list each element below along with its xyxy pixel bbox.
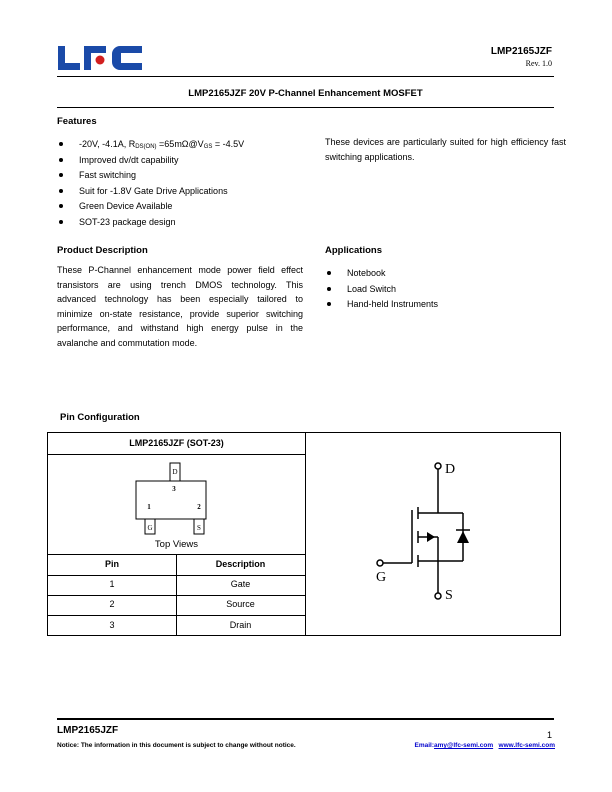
footer-rule (57, 718, 554, 720)
table-row-description: Source (226, 599, 255, 609)
top-views-caption: Top Views (154, 539, 199, 550)
header-revision: Rev. 1.0 (525, 59, 552, 68)
list-item: Load Switch (325, 282, 555, 298)
product-description-text: These P-Channel enhancement mode power field effect transistors are using trench DMOS technology. This advanced technology has been especially tailored to minimize on-state resistance, provide superior switching performance, and withstand high energy pulse in the avalanche and commutation mode. (57, 265, 303, 348)
list-item: Fast switching (57, 168, 307, 184)
table-row-pin: 1 (109, 579, 115, 589)
applications-heading: Applications (325, 245, 383, 256)
schematic-label-drain: D (445, 462, 456, 477)
package-title: LMP2165JZF (SOT-23) (129, 438, 224, 448)
package-label-s: S (197, 524, 201, 532)
list-item: SOT-23 package design (57, 215, 307, 231)
list-item: Hand-held Instruments (325, 297, 555, 313)
header-rule (57, 76, 554, 77)
footer-contact (415, 742, 556, 749)
header-part-number: LMP2165JZF (490, 46, 552, 57)
package-label-1: 1 (147, 503, 151, 511)
list-item: Notebook (325, 266, 555, 282)
lfc-logo (58, 44, 144, 72)
column-header-pin: Pin (104, 559, 119, 569)
package-label-3: 3 (172, 485, 176, 493)
email-label: Email: (414, 742, 435, 749)
features-list (57, 137, 307, 230)
table-row-description: Drain (229, 620, 252, 630)
list-item: -20V, -4.1A, $R_{DS(ON)}$ $=65m\Omega@V_{GS} = -4.5V$ (57, 137, 307, 153)
website-link[interactable]: www.lfc-semi.com (498, 742, 555, 749)
document-title: LMP2165JZF 20V P-Channel Enhancement MOSFET (188, 88, 423, 99)
package-label-d: D (172, 468, 178, 476)
table-row-pin: 3 (109, 620, 115, 630)
title-rule (57, 107, 554, 108)
pin-configuration-heading: Pin Configuration (60, 412, 140, 423)
list-item: Improved dv/dt capability (57, 153, 307, 169)
package-label-g: G (147, 524, 153, 532)
pin-configuration-table (47, 432, 561, 636)
package-label-2: 2 (197, 503, 201, 511)
applications-list (325, 266, 555, 313)
page-number: 1 (546, 730, 552, 740)
column-header-description: Description (215, 559, 266, 569)
features-note: These devices are particularly suited for high efficiency fast switching applications. (325, 137, 566, 162)
table-row-description: Gate (230, 579, 251, 589)
schematic-label-gate: G (376, 570, 387, 585)
schematic-label-source: S (445, 588, 453, 603)
table-row-pin: 2 (109, 599, 115, 609)
footer-part-number: LMP2165JZF (57, 725, 119, 736)
product-description-heading: Product Description (57, 245, 148, 256)
features-heading: Features (57, 116, 97, 127)
email-link[interactable]: amy@lfc-semi.com (434, 742, 494, 749)
sot23-package-diagram (131, 461, 221, 536)
footer-notice: Notice: The information in this document is subject to change without notice. (57, 742, 296, 749)
list-item: Suit for -1.8V Gate Drive Applications (57, 184, 307, 200)
list-item: Green Device Available (57, 199, 307, 215)
p-channel-mosfet-schematic (373, 455, 483, 605)
